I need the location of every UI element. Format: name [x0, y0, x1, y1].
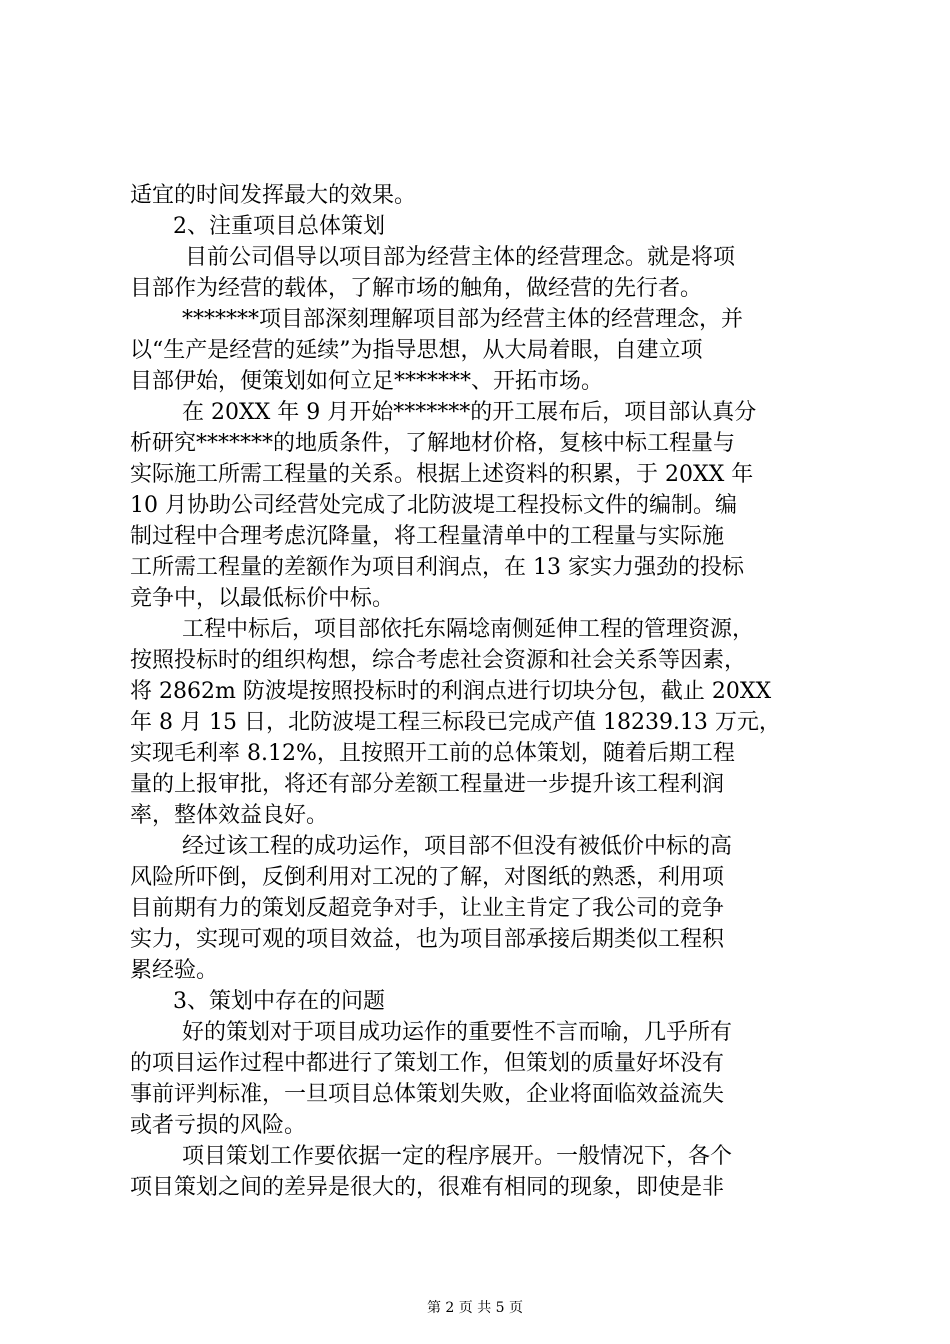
text-line: 好的策划对于项目成功运作的重要性不言而喻，几乎所有	[182, 1020, 733, 1045]
text-line: 经过该工程的成功运作，项目部不但没有被低价中标的高	[182, 834, 733, 859]
text-line: 率，整体效益良好。	[130, 803, 329, 828]
text-line: 或者亏损的风险。	[130, 1113, 307, 1138]
section-heading: 2、注重项目总体策划	[173, 214, 385, 239]
text-line: 项目策划之间的差异是很大的，很难有相同的现象，即使是非	[130, 1175, 725, 1200]
text-line: 析研究*******的地质条件，了解地材价格，复核中标工程量与	[130, 431, 736, 456]
page-number-footer: 第 2 页 共 5 页	[426, 1300, 524, 1316]
text-line: 在 20XX 年 9 月开始*******的开工展布后，项目部认真分	[182, 400, 757, 425]
text-line: 工程中标后，项目部依托东隔埝南侧延伸工程的管理资源，	[182, 617, 755, 642]
text-line: 风险所吓倒，反倒利用对工况的了解，对图纸的熟悉，利用项	[130, 865, 725, 890]
text-line: 实现毛利率 8.12%，且按照开工前的总体策划，随着后期工程	[130, 741, 735, 766]
text-line: 竞争中，以最低标价中标。	[130, 586, 395, 611]
text-line: 按照投标时的组织构想，综合考虑社会资源和社会关系等因素，	[130, 648, 747, 673]
section-heading: 3、策划中存在的问题	[173, 989, 385, 1014]
text-line: 目前期有力的策划反超竞争对手，让业主肯定了我公司的竞争	[130, 896, 725, 921]
text-line: 的项目运作过程中都进行了策划工作，但策划的质量好坏没有	[130, 1051, 725, 1076]
text-line: 10 月协助公司经营处完成了北防波堤工程投标文件的编制。编	[130, 493, 737, 518]
text-line: 将 2862m 防波堤按照投标时的利润点进行切块分包，截止 20XX	[130, 679, 772, 704]
text-line: 制过程中合理考虑沉降量，将工程量清单中的工程量与实际施	[130, 524, 725, 549]
text-line: 项目策划工作要依据一定的程序展开。一般情况下，各个	[182, 1144, 733, 1169]
text-line: 累经验。	[130, 958, 219, 983]
text-line: 实力，实现可观的项目效益，也为项目部承接后期类似工程积	[130, 927, 725, 952]
text-line: 工所需工程量的差额作为项目利润点，在 13 家实力强劲的投标	[130, 555, 744, 580]
text-line: 目前公司倡导以项目部为经营主体的经营理念。就是将项	[185, 245, 736, 270]
text-line: *******项目部深刻理解项目部为经营主体的经营理念，并	[182, 307, 744, 332]
text-line: 适宜的时间发挥最大的效果。	[130, 183, 417, 208]
text-line: 量的上报审批，将还有部分差额工程量进一步提升该工程利润	[130, 772, 725, 797]
text-line: 实际施工所需工程量的关系。根据上述资料的积累，于 20XX 年	[130, 462, 754, 487]
text-line: 目部伊始，便策划如何立足*******、开拓市场。	[130, 369, 604, 394]
text-line: 年 8 月 15 日，北防波堤工程三标段已完成产值 18239.13 万元，	[130, 710, 781, 735]
text-line: 目部作为经营的载体，了解市场的触角，做经营的先行者。	[130, 276, 703, 301]
text-line: 事前评判标准，一旦项目总体策划失败，企业将面临效益流失	[130, 1082, 725, 1107]
text-line: 以“生产是经营的延续”为指导思想，从大局着眼，自建立项	[130, 338, 703, 363]
